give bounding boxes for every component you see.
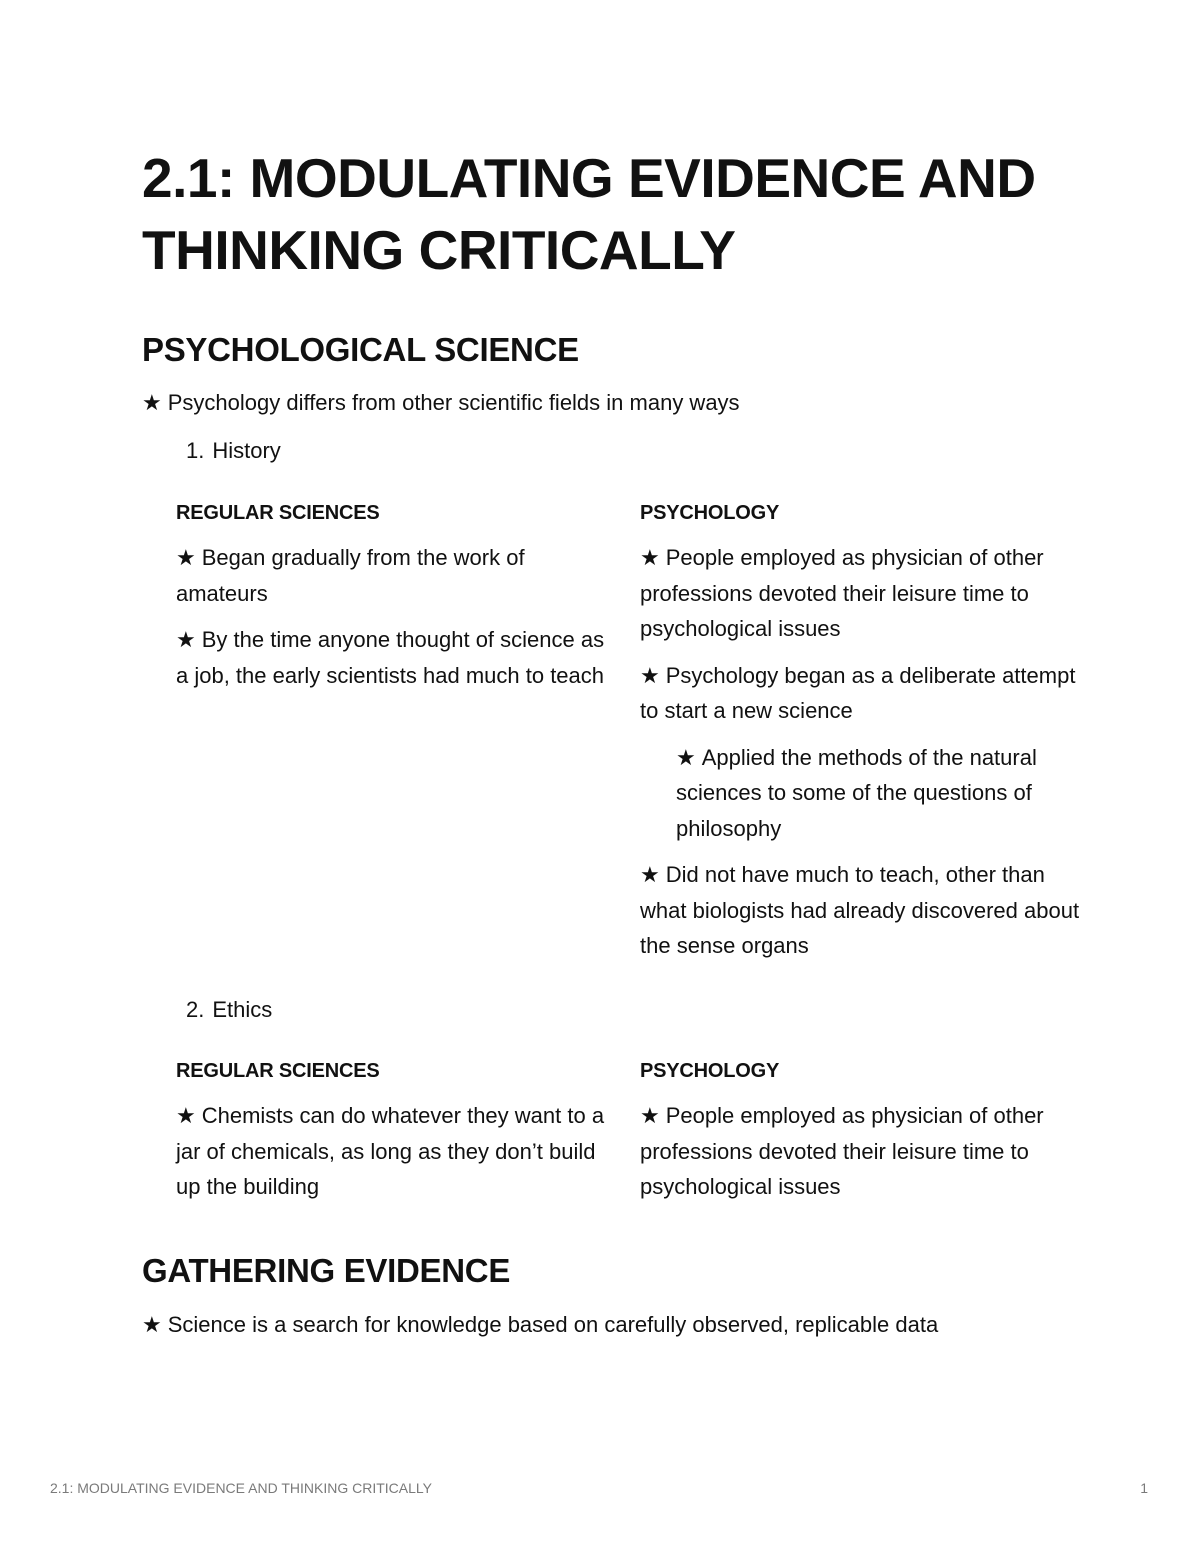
page-number: 1 [1140,1480,1148,1496]
star-icon: ★ [142,390,162,415]
intro-bullet-text: Psychology differs from other scientific fields in many ways [167,390,740,415]
star-icon: ★ [176,545,196,570]
list-item: ★ Began gradually from the work of amateurs [176,540,606,611]
section-heading-gathering-evidence: GATHERING EVIDENCE [142,1252,511,1289]
column-heading: PSYCHOLOGY [640,502,780,524]
star-icon: ★ [176,1103,196,1128]
history-psychology-column [640,500,1080,975]
item-number: 1. [186,438,205,463]
item-label: Ethics [212,997,273,1022]
item-number: 2. [186,997,205,1022]
list-item: ★ Did not have much to teach, other than what biologists had already discovered about the sense organs [640,857,1080,964]
star-icon: ★ [640,545,660,570]
column-heading: REGULAR SCIENCES [176,502,380,524]
list-item-nested: ★ Applied the methods of the natural sciences to some of the questions of philosophy [676,740,1046,847]
page-title: 2.1: MODULATING EVIDENCE AND THINKING CRITICALLY [142,147,1036,281]
star-icon: ★ [676,744,696,770]
ethics-regular-sciences-column [176,1058,606,1216]
list-item: ★ By the time anyone thought of science as a job, the early scientists had much to teach [176,622,606,693]
numbered-item-ethics [186,995,272,1025]
star-icon: ★ [640,662,660,688]
section-heading-psychological-science: PSYCHOLOGICAL SCIENCE [142,331,579,368]
star-icon: ★ [640,1103,660,1128]
numbered-item-history [186,436,281,466]
column-heading: PSYCHOLOGY [640,1060,780,1082]
ethics-psychology-column [640,1058,1080,1216]
list-item: ★ Psychology began as a deliberate attempt to start a new science [640,658,1080,729]
star-icon: ★ [176,627,196,652]
list-item: ★ People employed as physician of other professions devoted their leisure time to psychological issues [640,1098,1080,1205]
history-regular-sciences-column [176,500,606,704]
gathering-bullet [142,1310,938,1340]
footer-title: 2.1: MODULATING EVIDENCE AND THINKING CRITICALLY [50,1480,432,1496]
gathering-bullet-text: Science is a search for knowledge based on carefully observed, replicable data [167,1312,939,1337]
star-icon: ★ [142,1312,162,1337]
star-icon: ★ [640,862,660,887]
column-heading: REGULAR SCIENCES [176,1060,380,1082]
list-item: ★ Chemists can do whatever they want to a jar of chemicals, as long as they don’t build up the building [176,1098,606,1205]
list-item: ★ People employed as physician of other professions devoted their leisure time to psychological issues [640,540,1080,647]
intro-bullet [142,388,740,418]
item-label: History [212,438,281,463]
